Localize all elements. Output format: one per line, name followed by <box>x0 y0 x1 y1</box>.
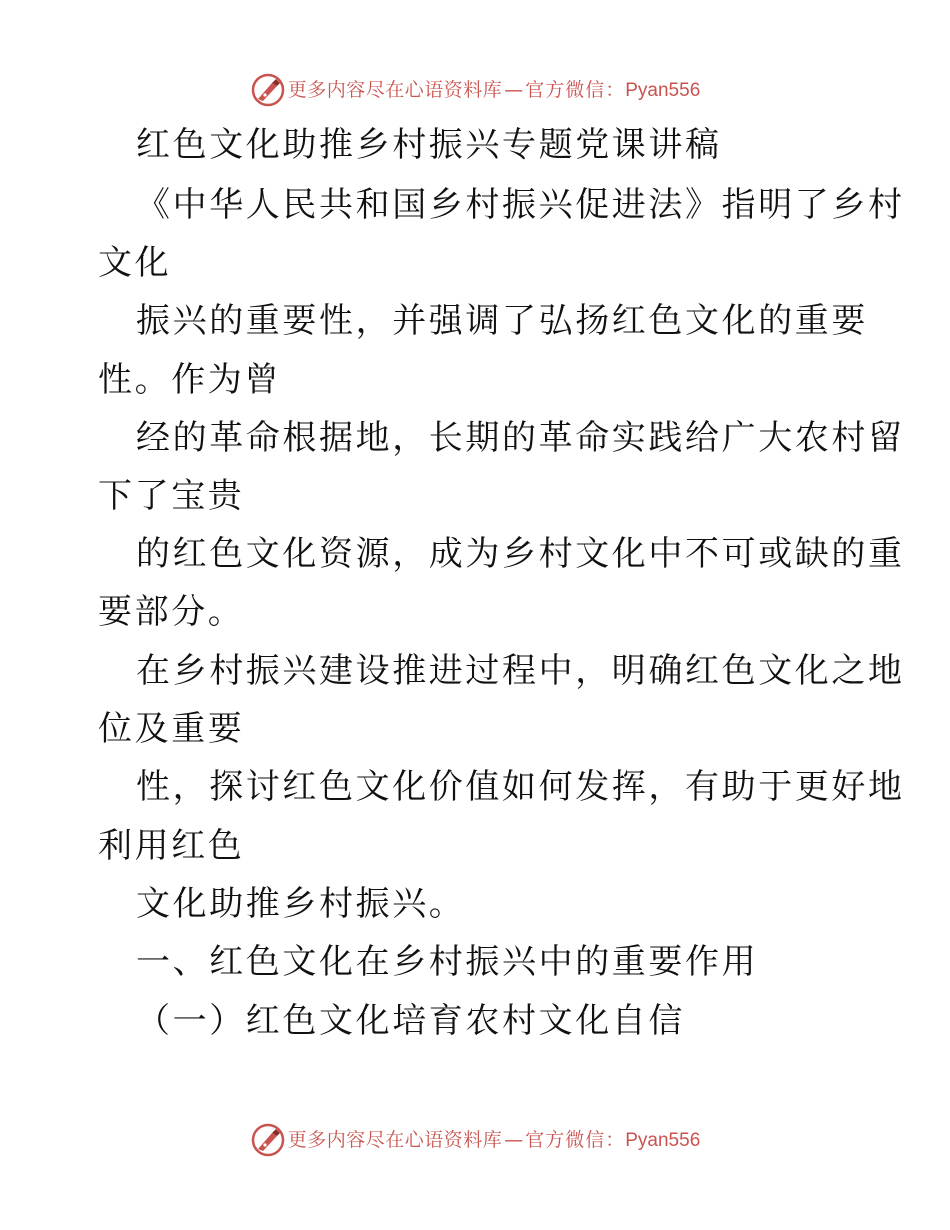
paragraph-line: 振兴的重要性，并强调了弘扬红色文化的重要 <box>136 301 868 341</box>
paragraph-line: 在乡村振兴建设推进过程中，明确红色文化之地 <box>136 651 905 691</box>
paragraph-line: 位及重要 <box>98 709 245 749</box>
paragraph-line: 要部分。 <box>98 592 245 632</box>
paragraph-line: 下了宝贵 <box>98 476 245 516</box>
watermark-dash: — <box>504 1128 524 1151</box>
watermark-wechat-label: 官方微信： <box>525 78 626 101</box>
section-heading: 一、红色文化在乡村振兴中的重要作用 <box>136 942 759 982</box>
watermark-wechat-id: Pyan556 <box>625 1129 701 1151</box>
header-watermark <box>0 70 950 110</box>
watermark-wechat-id: Pyan556 <box>625 79 701 101</box>
watermark-text: 更多内容尽在心语资料库 <box>287 1128 503 1151</box>
subsection-heading: （一）红色文化培育农村文化自信 <box>136 1001 685 1041</box>
document-title: 红色文化助推乡村振兴专题党课讲稿 <box>136 125 722 165</box>
pen-logo-icon <box>250 1122 286 1158</box>
watermark-text: 更多内容尽在心语资料库 <box>287 78 503 101</box>
watermark-dash: — <box>504 78 524 101</box>
paragraph-line: 性，探讨红色文化价值如何发挥，有助于更好地 <box>136 767 905 807</box>
paragraph-line: 经的革命根据地，长期的革命实践给广大农村留 <box>136 418 905 458</box>
paragraph-line: 文化 <box>98 243 172 283</box>
paragraph-line: 利用红色 <box>98 826 245 866</box>
paragraph-line: 性。作为曾 <box>98 360 281 400</box>
footer-watermark <box>0 1120 950 1160</box>
paragraph-line: 《中华人民共和国乡村振兴促进法》指明了乡村 <box>136 185 905 225</box>
pen-logo-icon <box>250 72 286 108</box>
paragraph-line: 的红色文化资源，成为乡村文化中不可或缺的重 <box>136 534 905 574</box>
watermark-wechat-label: 官方微信： <box>525 1128 626 1151</box>
paragraph-line: 文化助推乡村振兴。 <box>136 884 466 924</box>
